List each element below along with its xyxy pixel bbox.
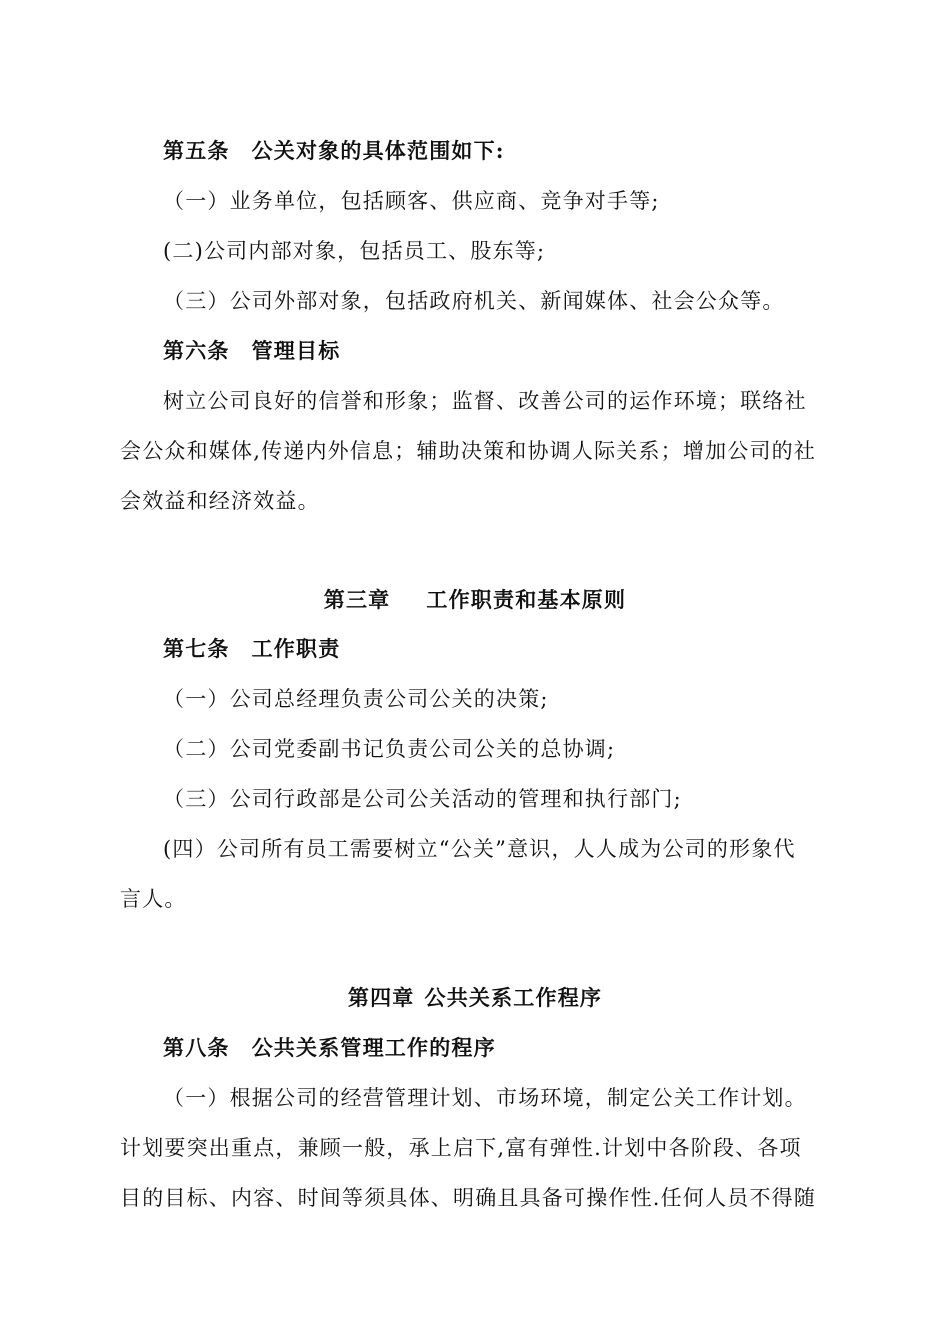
chapter-4-label: 第四章 bbox=[347, 985, 415, 1010]
article-8-body-line-3: 目的目标、内容、时间等须具体、明确且具备可操作性.任何人员不得随 bbox=[120, 1186, 817, 1210]
article-6-body-line-2: 会公众和媒体,传递内外信息；辅助决策和协调人际关系；增加公司的社 bbox=[120, 439, 817, 463]
article-7-item-4-continued: 言人。 bbox=[120, 887, 187, 911]
article-7-item-4: (四）公司所有员工需要树立“公关”意识，人人成为公司的形象代 bbox=[163, 837, 796, 861]
article-6-body-line-3: 会效益和经济效益。 bbox=[120, 489, 320, 513]
article-5-item-2: (二)公司内部对象，包括员工、股东等; bbox=[163, 239, 546, 263]
article-8-heading bbox=[163, 1033, 496, 1063]
article-5-heading bbox=[163, 136, 505, 166]
article-5-item-3: （三）公司外部对象，包括政府机关、新闻媒体、社会公众等。 bbox=[163, 289, 785, 313]
article-6-label: 第六条 bbox=[163, 338, 230, 363]
article-8-body-line-1: （一）根据公司的经营管理计划、市场环境，制定公关工作计划。 bbox=[163, 1086, 807, 1110]
article-6-body-line-1: 树立公司良好的信誉和形象；监督、改善公司的运作环境；联络社 bbox=[163, 389, 807, 413]
article-6-heading bbox=[163, 336, 340, 366]
article-7-title: 工作职责 bbox=[251, 636, 341, 661]
article-8-body-line-2: 计划要突出重点，兼顾一般，承上启下,富有弹性.计划中各阶段、各项 bbox=[120, 1136, 802, 1160]
article-7-item-2: （二）公司党委副书记负责公司公关的总协调; bbox=[163, 737, 616, 761]
article-7-label: 第七条 bbox=[163, 636, 230, 661]
article-5-label: 第五条 bbox=[163, 138, 230, 163]
article-7-item-1: （一）公司总经理负责公司公关的决策; bbox=[163, 687, 549, 711]
article-8-title: 公共关系管理工作的程序 bbox=[251, 1035, 496, 1060]
chapter-3-heading bbox=[0, 585, 950, 615]
article-6-title: 管理目标 bbox=[251, 338, 341, 363]
chapter-3-title: 工作职责和基本原则 bbox=[426, 587, 627, 612]
article-8-label: 第八条 bbox=[163, 1035, 230, 1060]
chapter-4-title: 公共关系工作程序 bbox=[424, 985, 603, 1010]
article-5-title: 公关对象的具体范围如下: bbox=[251, 138, 505, 163]
chapter-4-heading bbox=[0, 983, 950, 1013]
article-5-item-1: （一）业务单位，包括顾客、供应商、竞争对手等; bbox=[163, 189, 660, 213]
article-7-item-3: （三）公司行政部是公司公关活动的管理和执行部门; bbox=[163, 787, 682, 811]
article-7-heading bbox=[163, 634, 340, 664]
chapter-3-label: 第三章 bbox=[323, 587, 391, 612]
